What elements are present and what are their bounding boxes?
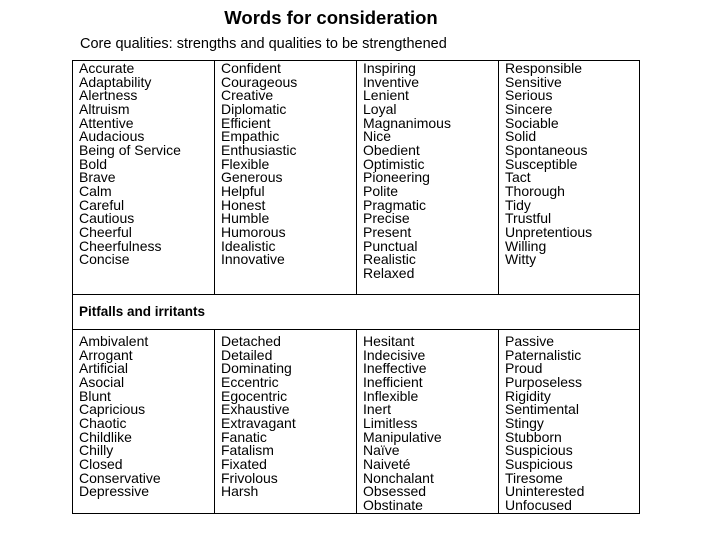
word-item: Capricious	[79, 401, 146, 418]
word-item: Honest	[221, 196, 266, 213]
word-item: Humble	[221, 210, 270, 227]
word-item: Responsible	[505, 60, 583, 76]
word-item: Fatalism	[221, 442, 274, 459]
word-item: Obedient	[363, 141, 420, 158]
word-item: Optimistic	[363, 155, 425, 172]
word-item: Precise	[363, 210, 410, 227]
word-item: Lenient	[363, 87, 409, 104]
page-title: Words for consideration	[224, 7, 438, 28]
pitfall-column-1	[73, 330, 215, 514]
word-item: Chilly	[79, 442, 114, 459]
word-item: Idealistic	[221, 237, 276, 254]
word-item: Confident	[221, 60, 281, 76]
core-column-2	[215, 61, 357, 295]
word-item: Thorough	[505, 182, 565, 199]
word-item: Depressive	[79, 483, 150, 500]
word-item: Passive	[505, 333, 555, 349]
word-item: Tidy	[505, 196, 531, 213]
pitfall-column-4	[499, 330, 640, 514]
word-item: Pragmatic	[363, 196, 427, 213]
word-item: Pioneering	[363, 169, 430, 186]
word-item: Audacious	[79, 128, 145, 145]
word-item: Naiveté	[363, 455, 411, 472]
word-item: Manipulative	[363, 428, 442, 445]
word-item: Frivolous	[221, 469, 278, 486]
word-item: Extravagant	[221, 414, 296, 431]
word-item: Creative	[221, 87, 274, 104]
word-item: Ineffective	[363, 360, 427, 377]
word-item: Willing	[505, 237, 547, 254]
word-item: Inert	[363, 401, 392, 418]
word-item: Cautious	[79, 210, 135, 227]
word-item: Blunt	[79, 387, 111, 404]
word-item: Suspicious	[505, 455, 573, 472]
word-item: Flexible	[221, 155, 270, 172]
word-item: Chaotic	[79, 414, 127, 431]
word-item: Obsessed	[363, 483, 427, 500]
word-item: Rigidity	[505, 387, 551, 404]
word-item: Magnanimous	[363, 114, 451, 131]
word-item: Obstinate	[363, 496, 423, 513]
word-item: Inflexible	[363, 387, 419, 404]
word-item: Detached	[221, 333, 281, 349]
section-subtitle: Core qualities: strengths and qualities to be strengthened	[80, 36, 447, 52]
word-item: Helpful	[221, 182, 265, 199]
word-item: Inventive	[363, 73, 420, 90]
word-item: Limitless	[363, 414, 418, 431]
word-item: Brave	[79, 169, 116, 186]
word-item: Dominating	[221, 360, 292, 377]
core-qualities-row	[73, 61, 640, 295]
word-item: Loyal	[363, 100, 397, 117]
word-item: Humorous	[221, 223, 286, 240]
core-column-4	[499, 61, 640, 295]
word-item: Sensitive	[505, 73, 562, 90]
word-item: Exhaustive	[221, 401, 290, 418]
word-item: Unpretentious	[505, 223, 593, 240]
word-item: Tiresome	[505, 469, 563, 486]
word-item: Calm	[79, 182, 112, 199]
word-item: Hesitant	[363, 333, 415, 349]
word-item: Childlike	[79, 428, 132, 445]
word-item: Stubborn	[505, 428, 562, 445]
word-item: Attentive	[79, 114, 134, 131]
word-item: Indecisive	[363, 346, 426, 363]
word-item: Fanatic	[221, 428, 267, 445]
word-item: Enthusiastic	[221, 141, 297, 158]
pitfall-column-3	[357, 330, 499, 514]
word-item: Inspiring	[363, 60, 416, 76]
word-item: Purposeless	[505, 373, 583, 390]
word-item: Stingy	[505, 414, 544, 431]
word-item: Efficient	[221, 114, 271, 131]
pitfalls-row	[73, 330, 640, 514]
word-item: Sentimental	[505, 401, 579, 418]
word-item: Trustful	[505, 210, 552, 227]
word-item: Adaptability	[79, 73, 152, 90]
word-item: Nice	[363, 128, 392, 145]
word-item: Conservative	[79, 469, 161, 486]
word-item: Inefficient	[363, 373, 423, 390]
word-item: Cheerful	[79, 223, 132, 240]
word-item: Courageous	[221, 73, 298, 90]
word-item: Detailed	[221, 346, 273, 363]
word-item: Bold	[79, 155, 108, 172]
pitfall-column-2	[215, 330, 357, 514]
word-item: Careful	[79, 196, 125, 213]
word-item: Ambivalent	[79, 333, 149, 349]
word-item: Innovative	[221, 251, 285, 268]
word-item: Susceptible	[505, 155, 578, 172]
word-item: Serious	[505, 87, 553, 104]
word-item: Altruism	[79, 100, 130, 117]
words-table	[72, 60, 640, 514]
word-item: Realistic	[363, 251, 416, 268]
word-item: Paternalistic	[505, 346, 582, 363]
core-column-3	[357, 61, 499, 295]
word-item: Arrogant	[79, 346, 133, 363]
word-item: Cheerfulness	[79, 237, 162, 254]
word-item: Naïve	[363, 442, 400, 459]
word-item: Punctual	[363, 237, 418, 254]
word-item: Artificial	[79, 360, 129, 377]
core-column-1	[73, 61, 215, 295]
word-item: Sociable	[505, 114, 559, 131]
word-item: Proud	[505, 360, 543, 377]
word-item: Tact	[505, 169, 531, 186]
word-item: Concise	[79, 251, 130, 268]
pitfalls-heading: Pitfalls and irritants	[73, 295, 640, 330]
pitfalls-heading-row	[73, 295, 640, 330]
word-item: Sincere	[505, 100, 553, 117]
word-item: Accurate	[79, 60, 135, 76]
word-item: Harsh	[221, 483, 259, 500]
word-item: Egocentric	[221, 387, 288, 404]
word-item: Fixated	[221, 455, 267, 472]
word-item: Unfocused	[505, 496, 572, 513]
word-item: Eccentric	[221, 373, 279, 390]
word-item: Being of Service	[79, 141, 181, 158]
word-item: Closed	[79, 455, 123, 472]
word-item: Uninterested	[505, 483, 585, 500]
word-item: Diplomatic	[221, 100, 287, 117]
word-item: Solid	[505, 128, 537, 145]
word-item: Nonchalant	[363, 469, 434, 486]
word-item: Empathic	[221, 128, 280, 145]
word-item: Relaxed	[363, 264, 415, 281]
word-item: Polite	[363, 182, 399, 199]
word-item: Suspicious	[505, 442, 573, 459]
word-item: Asocial	[79, 373, 125, 390]
word-item: Witty	[505, 251, 537, 268]
word-item: Spontaneous	[505, 141, 588, 158]
word-item: Generous	[221, 169, 283, 186]
word-item: Alertness	[79, 87, 138, 104]
word-item: Present	[363, 223, 412, 240]
